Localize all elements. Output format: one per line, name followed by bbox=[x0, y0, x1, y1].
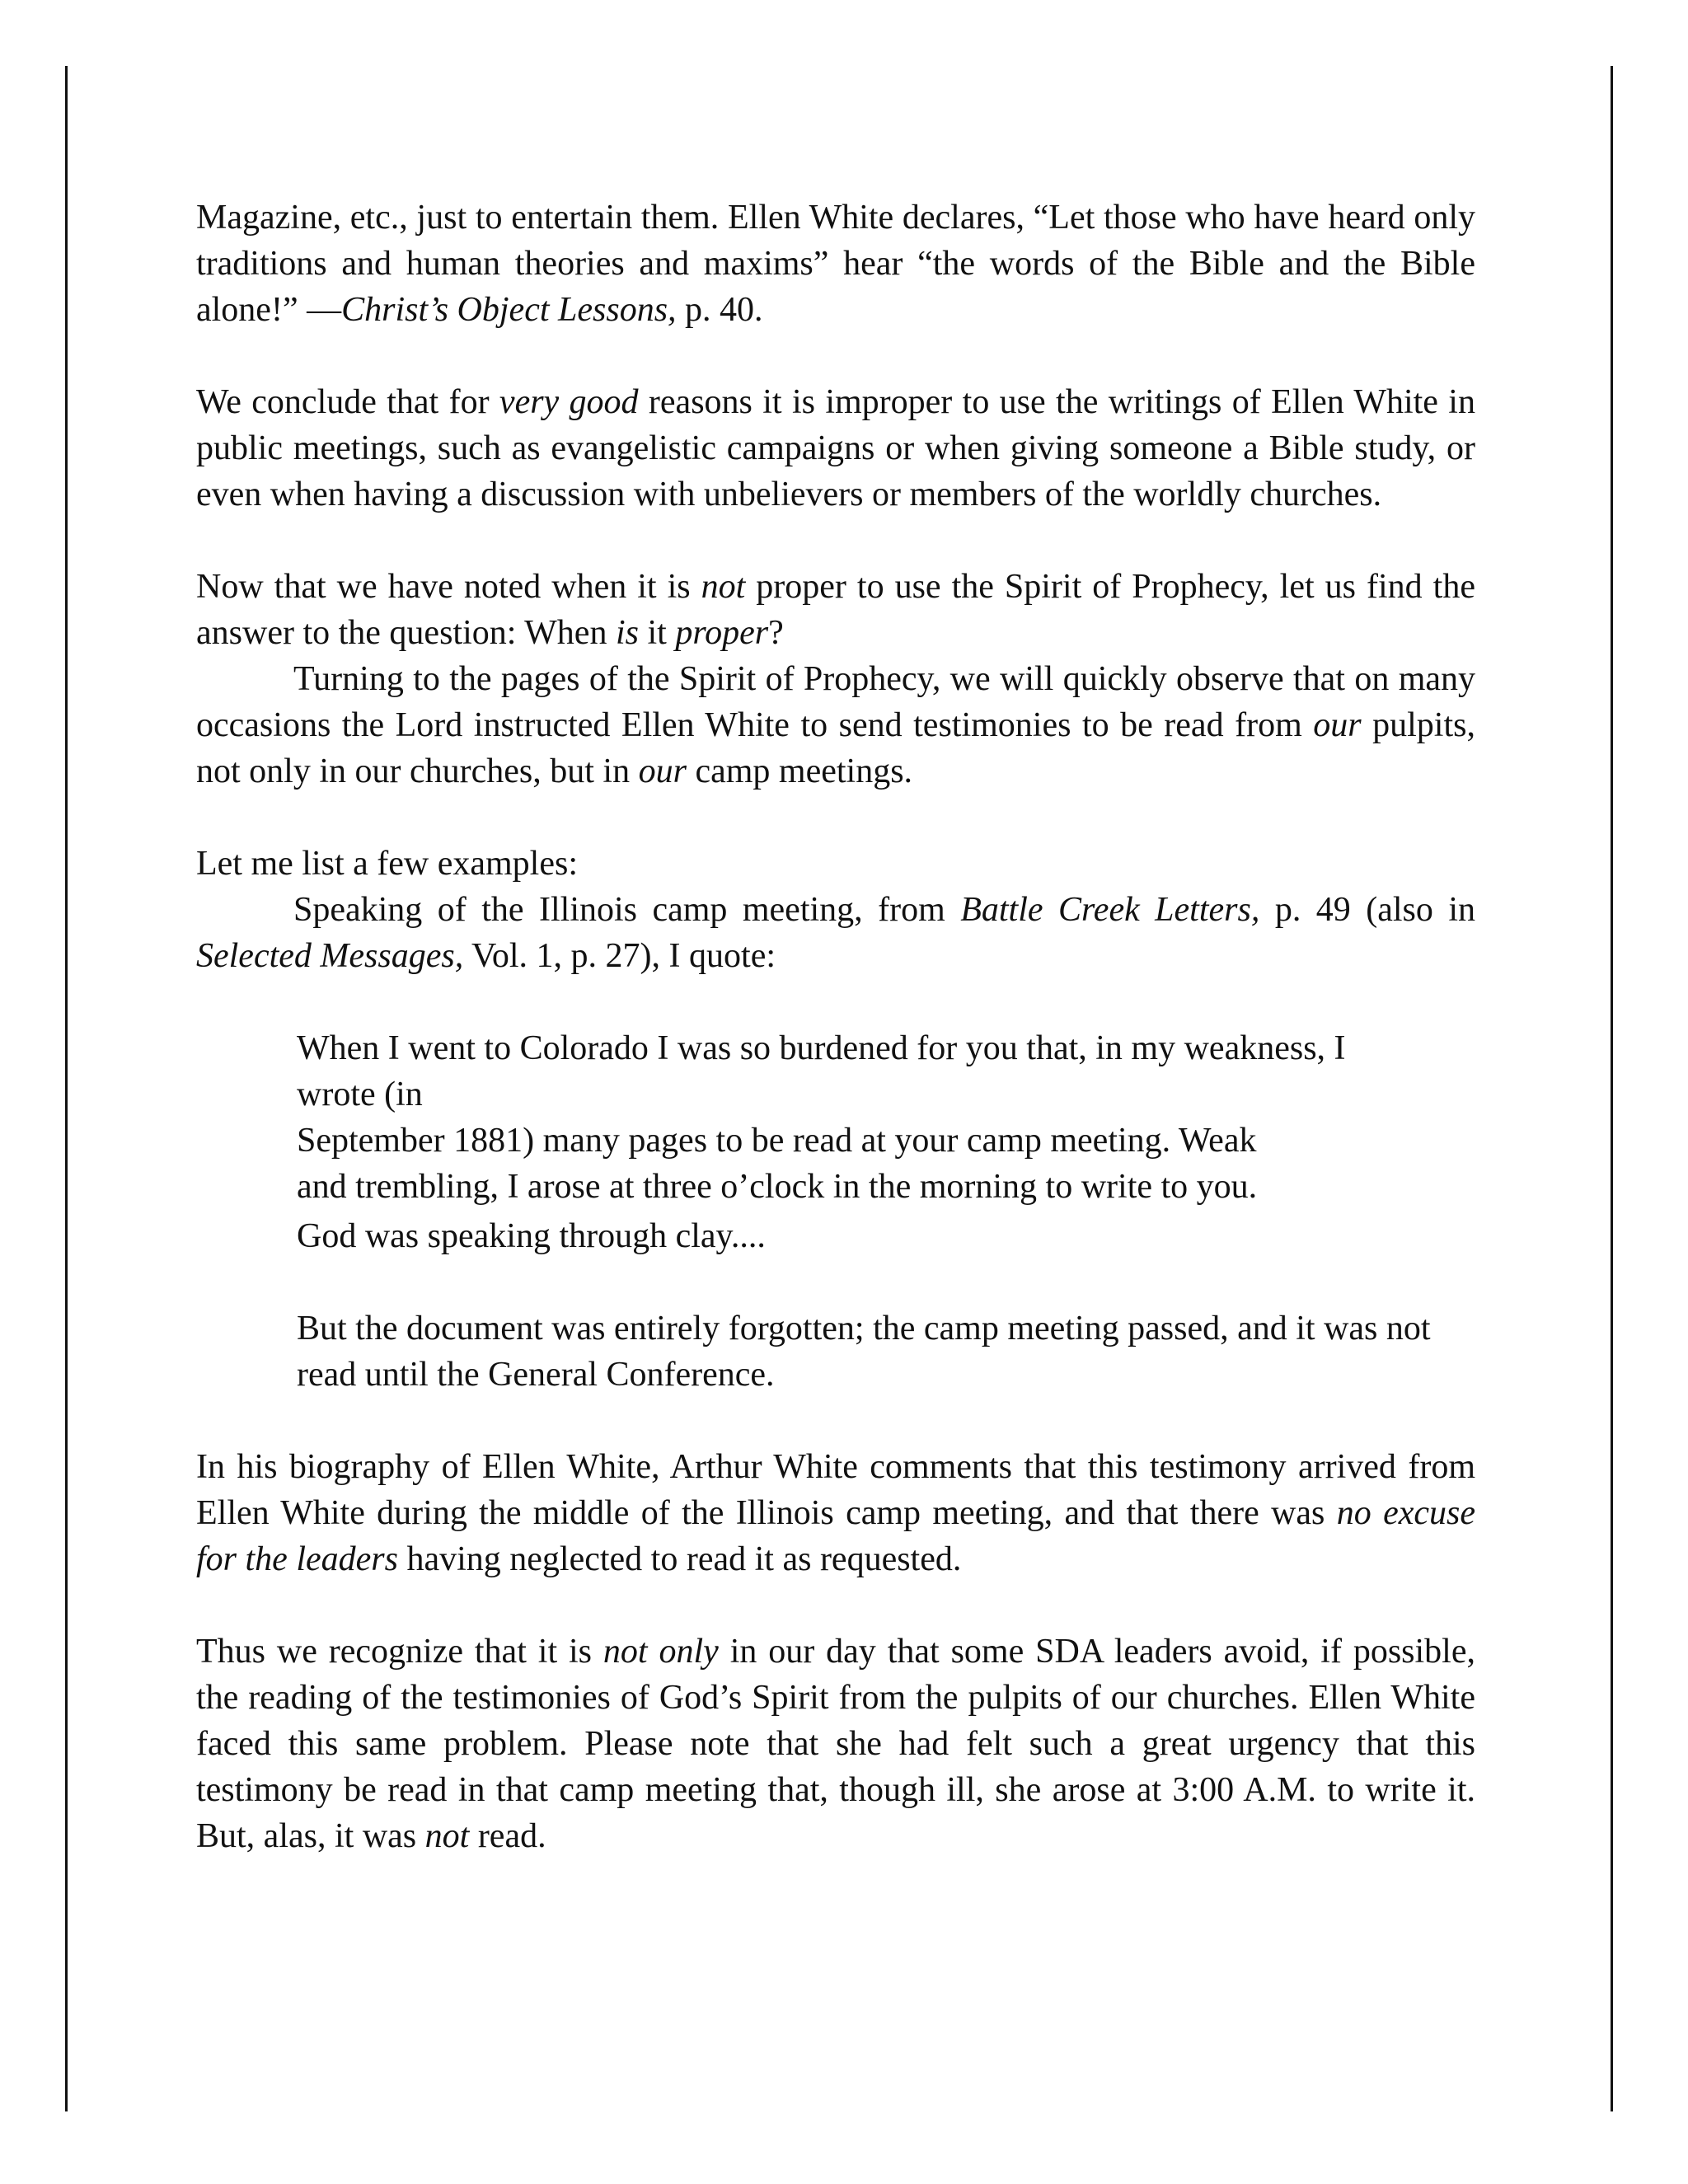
paragraph-testimonies-pulpits: Turning to the pages of the Spirit of Prophecy, we will quickly observe that on many occasions the Lord instructed Ellen White to send testimonies to be read from our pulpits, not only in our churches, but in our camp meetings. bbox=[196, 660, 1475, 790]
quote-paragraph-colorado: When I went to Colorado I was so burdened for you that, in my weakness, I wrote (in September 1881) many pages to be read at your camp meeting. Weak and trembling, I arose at three o’clock in the morning to write to you. God was speaking through clay.... bbox=[297, 1029, 1346, 1255]
paragraph-when-proper: Now that we have noted when it is not proper to use the Spirit of Prophecy, let us find the answer to the question: When is it proper? bbox=[196, 568, 1475, 652]
page-body bbox=[196, 194, 1475, 1859]
paragraph-bible-alone: Magazine, etc., just to entertain them. Ellen White declares, “Let those who have heard only traditions and human theories and maxims” hear “the words of the Bible and the Bible alone!” —Christ’s Object Lessons, p. 40. bbox=[196, 199, 1475, 329]
right-margin-rule bbox=[1611, 66, 1613, 2111]
paragraph-not-only: Thus we recognize that it is not only in our day that some SDA leaders avoid, if possible, the reading of the testimonies of God’s Spirit from the pulpits of our churches. Ellen White faced this same problem. Please note that she had felt such a great urgency that this testimony be read in that camp meeting that, though ill, she arose at 3:00 A.M. to write it. But, alas, it was not read. bbox=[196, 1633, 1475, 1855]
citation-title: Christ’s Object Lessons, bbox=[341, 291, 677, 329]
paragraph-examples-intro: Let me list a few examples: bbox=[196, 845, 579, 883]
block-quote bbox=[297, 1025, 1475, 1398]
quote-paragraph-forgotten: But the document was entirely forgotten; the camp meeting passed, and it was not read until the General Conference. bbox=[297, 1310, 1431, 1394]
left-margin-rule bbox=[65, 66, 68, 2111]
paragraph-illinois-source: Speaking of the Illinois camp meeting, from Battle Creek Letters, p. 49 (also in Selected Messages, Vol. 1, p. 27), I quote: bbox=[196, 891, 1476, 975]
paragraph-biography: In his biography of Ellen White, Arthur White comments that this testimony arrived from Ellen White during the middle of the Illinois camp meeting, and that there was no excuse for the leaders having neglected to read it as requested. bbox=[196, 1448, 1475, 1578]
paragraph-conclusion: We conclude that for very good reasons it is improper to use the writings of Ellen White in public meetings, such as evangelistic campaigns or when giving someone a Bible study, or even when having a discussion with unbelievers or members of the worldly churches. bbox=[196, 383, 1475, 513]
